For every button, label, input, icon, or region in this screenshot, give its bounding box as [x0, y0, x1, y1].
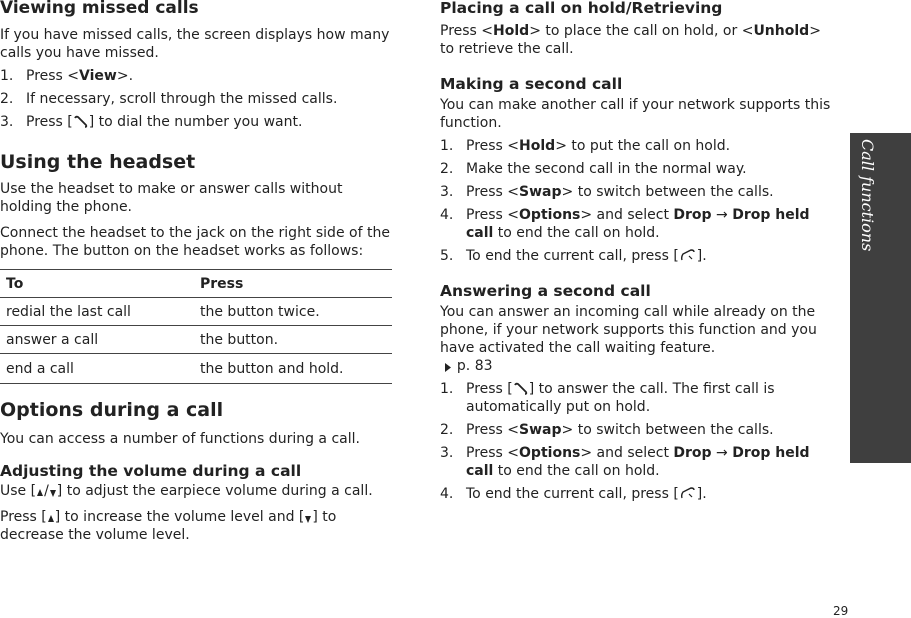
chapter-side-tab: [850, 133, 911, 463]
page-number: 29: [833, 604, 849, 618]
headset-para-2: Connect the headset to the jack on the right side of the phone. The button on the headset works as follows:: [0, 225, 390, 259]
table-row: [0, 354, 392, 384]
list-item: 3. Press [ ] to dial the number you want.: [0, 114, 303, 130]
table-cell: answer a call: [0, 326, 194, 354]
options-intro: You can access a number of functions during a call.: [0, 431, 360, 447]
answer-second-intro: You can answer an incoming call while already on the phone, if your network supports this function and you have activated the call waiting feature. p. 83: [440, 304, 817, 374]
table-header: Press: [194, 270, 392, 298]
second-call-intro: You can make another call if your network supports this function.: [440, 97, 831, 131]
volume-para-2: Press [ ] to increase the volume level and [ ] to decrease the volume level.: [0, 509, 337, 543]
table-row: [0, 298, 392, 326]
list-item: 2. Press <Swap> to switch between the calls.: [440, 422, 774, 438]
headset-heading: Using the headset: [0, 151, 196, 173]
volume-up-icon: [36, 488, 44, 498]
list-item: 4. Press <Options> and select Drop → Drop held call to end the call on hold.: [440, 207, 810, 241]
left-column: [0, 0, 392, 544]
list-item: 2. If necessary, scroll through the missed calls.: [0, 91, 338, 107]
phone-send-icon: [513, 382, 529, 396]
volume-down-icon: [49, 488, 57, 498]
table-header: To: [0, 270, 194, 298]
table-cell: the button twice.: [194, 298, 392, 326]
page-reference[interactable]: p. 83: [456, 358, 493, 374]
hold-para: Press <Hold> to place the call on hold, or <Unhold> to retrieve the call.: [440, 23, 821, 57]
list-item: 2. Make the second call in the normal way.: [440, 161, 747, 177]
volume-para-1: Use [ / ] to adjust the earpiece volume during a call.: [0, 483, 373, 499]
list-item: 3. Press <Swap> to switch between the calls.: [440, 184, 774, 200]
answer-second-steps: [440, 380, 836, 503]
list-item: 5. To end the current call, press [ ].: [440, 248, 707, 264]
table-cell: end a call: [0, 354, 194, 384]
phone-end-icon: [679, 486, 697, 501]
second-call-steps: [440, 137, 836, 265]
phone-end-icon: [679, 248, 697, 263]
missed-calls-intro: If you have missed calls, the screen displays how many calls you have missed.: [0, 27, 390, 61]
table-cell: the button.: [194, 326, 392, 354]
second-call-heading: Making a second call: [440, 75, 623, 93]
headset-table: [0, 269, 392, 384]
volume-up-icon: [47, 514, 55, 524]
list-item: 1. Press <View>.: [0, 68, 134, 84]
list-item: 1. Press <Hold> to put the call on hold.: [440, 138, 731, 154]
options-heading: Options during a call: [0, 399, 224, 421]
missed-calls-heading: Viewing missed calls: [0, 0, 199, 18]
volume-heading: Adjusting the volume during a call: [0, 462, 302, 480]
list-item: 3. Press <Options> and select Drop → Drop held call to end the call on hold.: [440, 445, 810, 479]
table-cell: the button and hold.: [194, 354, 392, 384]
reference-arrow-icon: [444, 362, 452, 373]
table-row: [0, 326, 392, 354]
headset-para-1: Use the headset to make or answer calls without holding the phone.: [0, 181, 343, 215]
chapter-title: Call functions: [858, 139, 877, 252]
answer-second-heading: Answering a second call: [440, 282, 651, 300]
table-header-row: [0, 270, 392, 298]
missed-calls-steps: [0, 67, 392, 131]
list-item: 1. Press [ ] to answer the call. The first call is automatically put on hold.: [440, 381, 775, 415]
list-item: 4. To end the current call, press [ ].: [440, 486, 707, 502]
hold-heading: Placing a call on hold/Retrieving: [440, 0, 723, 17]
right-column: [440, 0, 836, 503]
phone-send-icon: [73, 115, 89, 129]
table-cell: redial the last call: [0, 298, 194, 326]
